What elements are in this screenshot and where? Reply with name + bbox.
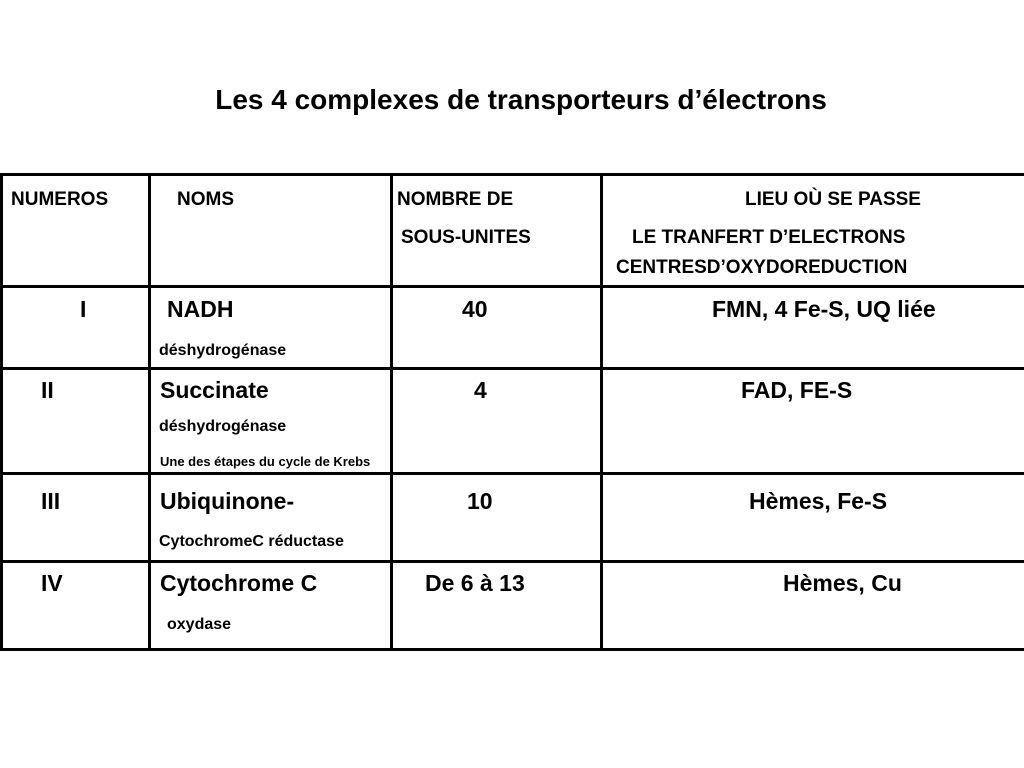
row-divider bbox=[0, 560, 1024, 563]
header-lieu-line2: LE TRANFERT D’ELECTRONS bbox=[632, 227, 906, 248]
row-3-nombre: 10 bbox=[467, 488, 493, 514]
row-1-nom-sub: déshydrogénase bbox=[159, 342, 287, 359]
table-top-border bbox=[0, 173, 1024, 176]
row-4-nom: Cytochrome C bbox=[160, 570, 318, 596]
row-2-nom: Succinate bbox=[160, 377, 269, 403]
table-left-border bbox=[0, 173, 3, 651]
table-bottom-border bbox=[0, 648, 1024, 651]
row-3-numero: III bbox=[41, 488, 61, 514]
row-divider bbox=[0, 285, 1024, 288]
row-4-nombre: De 6 à 13 bbox=[425, 570, 525, 596]
row-divider bbox=[0, 367, 1024, 370]
column-divider bbox=[390, 173, 393, 651]
row-2-nombre: 4 bbox=[474, 377, 487, 403]
row-2-nom-sub: déshydrogénase bbox=[159, 418, 287, 435]
row-1-lieu: FMN, 4 Fe-S, UQ liée bbox=[712, 296, 936, 322]
row-3-nom: Ubiquinone- bbox=[160, 488, 295, 514]
row-4-nom-sub: oxydase bbox=[167, 616, 232, 633]
header-nombre-line1: NOMBRE DE bbox=[397, 189, 514, 210]
row-2-numero: II bbox=[41, 377, 54, 403]
column-divider bbox=[600, 173, 603, 651]
row-2-nom-note: Une des étapes du cycle de Krebs bbox=[160, 454, 371, 469]
row-4-numero: IV bbox=[41, 570, 63, 596]
header-lieu-line1: LIEU OÙ SE PASSE bbox=[745, 189, 921, 210]
header-lieu-line3: CENTRESD’OXYDOREDUCTION bbox=[616, 257, 908, 278]
row-3-nom-sub: CytochromeC réductase bbox=[159, 533, 344, 550]
row-divider bbox=[0, 472, 1024, 475]
page-title: Les 4 complexes de transporteurs d’électrons bbox=[215, 84, 827, 115]
row-4-lieu: Hèmes, Cu bbox=[783, 570, 902, 596]
row-2-lieu: FAD, FE-S bbox=[741, 377, 853, 403]
header-numeros: NUMEROS bbox=[11, 189, 109, 210]
row-1-numero: I bbox=[80, 296, 87, 322]
row-1-nombre: 40 bbox=[462, 296, 488, 322]
header-noms: NOMS bbox=[177, 189, 234, 210]
column-divider bbox=[148, 173, 151, 651]
row-1-nom: NADH bbox=[167, 296, 234, 322]
header-nombre-line2: SOUS-UNITES bbox=[401, 227, 531, 248]
row-3-lieu: Hèmes, Fe-S bbox=[749, 488, 888, 514]
